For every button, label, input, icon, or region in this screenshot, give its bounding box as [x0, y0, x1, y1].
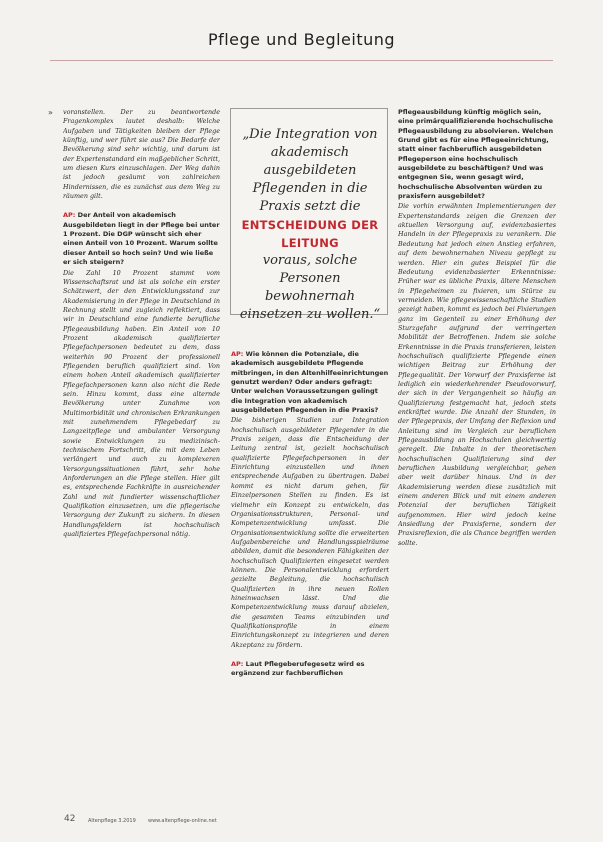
pull-quote: [236, 126, 384, 324]
page-number: 42: [64, 814, 76, 824]
answer-3: Die vorhin erwähnten Implementierungen der Expertenstandards zeigen die Grenzen der aktuellen Versorgung auf, evidenzbasiertes Handeln in der Pflegepraxis zu verankern. Die Bedeutung hat jedoch einen Anstieg erfahren, auf dem bewohnernahen Niveau gepflegt zu werden. Hier ein gutes Beispiel für die Bedeutung evidenzbasierter Erkenntnisse: Früher war es übliche Praxis, ältere Menschen in Pflegeheimen zu fixieren, um Stürze zu vermeiden. Wie pflegewissenschaftliche Studien gezeigt haben, kommt es jedoch bei Fixierungen ganz im Gegenteil zu einer Erhöhung der Sturzgefahr aufgrund der verringerten Mobilität der Betroffenen. Indem sie solche Erkenntnisse in die Praxis transferieren, leisten hochschulisch qualifizierte Pflegende einen wichtigen Beitrag zur Erhöhung der Pflegequalität. Der Vorwurf der Praxisferne ist lediglich ein wiederkehrender Pseudovorwurf, der sich in der Vergangenheit so häufig an Qualifizierung festgemacht hat, jedoch stets entkräftet wurde. Die Anzahl der Stunden, in der Pflegepraxis, der Umfang der Reflexion und Anleitung sind im Vergleich zur beruflichen Pflegeausbildung an Hochschulen gleichwertig geregelt. Die Inhalte in der theoretischen hochschulischen Qualifizierung sind der beruflichen Ausbildung vergleichbar, gehen aber weit darüber hinaus. Und in der Akademisierung werden diese zusätzlich mit einem anderen Blick und mit einem anderen Potenzial der beruflichen Tätigkeit aufgenommen. Hier wird jedoch keine Ansiedlung der Praxisferne, sondern der Praxisreflexion, die als Chance begriffen werden sollte.: [398, 202, 556, 547]
question-prefix: AP:: [63, 211, 76, 220]
text-column-1: [63, 108, 220, 825]
answer-2: Die bisherigen Studien zur Integration hochschulisch ausgebildeter Pflegender in die Praxis zeigen, dass die Entscheidung der Leitung zentral ist, gezielt hochschulisch qualifizierte Pflegefachpersonen in der Einrichtung einzustellen und ihnen entsprechende Aufgaben zu übertragen. Dabei kommt es nicht darum gehen, für Einzelpersonen Stellen zu finden. Es ist vielmehr ein Konzept zu entwickeln, das Organisationsstrukturen, Personal- und Kompetenzentwicklung umfasst. Die Organisationsentwicklung sollte die erweiterten Aufgabenbereiche und Handlungsspielräume abbilden, damit die besonderen Fähigkeiten der hochschulisch Qualifizierten eingesetzt werden können. Die Personalentwicklung erfordert gezielte Begleitung, die hochschulisch Qualifizierten in ihre neuen Rollen hineinwachsen lässt. Und die Kompetenzentwicklung muss darauf abzielen, die gesamten Teams einzubinden und Qualifikationsprofile in einem Einrichtungskonzept zu integrieren und deren Akzeptanz zu fördern.: [231, 416, 389, 649]
continuation-marker: »: [48, 108, 53, 117]
question-text: Der Anteil von akademisch Ausgebildeten liegt in der Pflege bei unter 1 Prozent. Die DGP wünscht sich eher einen Anteil von 10 Prozent. Warum sollte dieser Anteil so hoch sein? Und wie ließe er sich steigern?: [63, 211, 220, 267]
question-3: [231, 660, 389, 679]
section-title: Pflege und Begleitung: [207, 30, 396, 49]
website-link[interactable]: www.altenpflege-online.net: [148, 818, 217, 824]
pull-quote-line-b: voraus, solche Personen bewohnernah einsetzen zu wollen.“: [239, 253, 381, 322]
question-prefix: AP:: [231, 660, 244, 668]
issue-label: Altenpflege 3.2019: [88, 818, 136, 824]
question-1: [63, 211, 220, 267]
question-text: Laut Pflegeberufegesetz wird es ergänzend zur fachberuflichen: [231, 660, 365, 678]
intro-paragraph: voranstellen. Der zu beantwortende Fragenkomplex lautet deshalb: Welche Aufgaben und Tätigkeiten bleiben der Pflege künftig, und wer führt sie aus? Die Bedarfe der Bevölkerung sind sehr wichtig, und darum ist der Expertenstandard ein maßgeblicher Schritt, um diesen Kurs einzuschlagen. Der Weg dahin ist jedoch gesäumt von zahlreichen Hindernissen, die es zunächst aus dem Weg zu räumen gilt.: [63, 108, 220, 201]
answer-1: Die Zahl 10 Prozent stammt vom Wissenschaftsrat und ist als solche ein erster Schätzwert, der den Entwicklungsstand zur Akademisierung in der Pflege in Deutschland in Rechnung stellt und zugleich reflektiert, dass wir in Deutschland eine fundierte berufliche Pflegeausbildung haben. Ein Anteil von 10 Prozent akademisch qualifizierter Pflegefachpersonen bedeutet zu dem, dass weiterhin 90 Prozent der professionell Pflegenden beruflich qualifiziert sind. Von einem hohen Anteil akademisch qualifizierter Pflegefachpersonen kann also nicht die Rede sein. Hinzu kommt, dass eine alternde Bevölkerung unter Zunahme von Multimorbidität und chronischen Erkrankungen mit zunehmendem Pflegebedarf zu Langzeitpflege und ambulanter Versorgung sowie Entwicklungen zu medizinisch-technischem Fortschritt, die mit dem Leben verlängert und auch zu komplexeren Versorgungssituationen führt, sehr hohe Anforderungen an die Pflege stellen. Hier gilt es, entsprechende Fachkräfte in ausreichender Zahl und mit fundierter wissenschaftlicher Qualifikation einzusetzen, um die pflegerische Versorgung der Zukunft zu sichern. In diesen Handlungsfeldern ist hochschulisch qualifiziertes Pflegefachpersonal nötig.: [63, 268, 220, 539]
text-column-3: [398, 108, 556, 834]
text-column-2: [231, 350, 389, 822]
pull-quote-emphasis: ENTSCHEIDUNG DER LEITUNG: [241, 218, 379, 250]
question-prefix: AP:: [231, 350, 244, 358]
question-text: Wie können die Potenziale, die akademisch ausgebildete Pflegende mitbringen, in den Altenhilfeeinrichtungen genutzt werden? Oder anders gefragt: Unter welchen Voraussetzungen gelingt die Integration von akademisch ausgebildeten Pflegenden in die Praxis?: [231, 350, 389, 415]
pull-quote-line-a: „Die Integration von akademisch ausgebildeten Pflegenden in die Praxis setzt die: [242, 127, 378, 214]
header-divider: [50, 60, 553, 61]
question-2: [231, 350, 389, 415]
question-3-continued: Pflegeausbildung künftig möglich sein, eine primärqualifizierende hochschulische Pflegeausbildung zu absolvieren. Welchen Grund gibt es für eine Pflegeeinrichtung, statt einer fachberuflich ausgebildeten Pflegeperson eine hochschulisch ausgebildete zu beschäftigen? Und was entgegnen Sie, wenn gesagt wird, hochschulische Absolventen würden zu praxisfern ausgebildet?: [398, 108, 554, 201]
